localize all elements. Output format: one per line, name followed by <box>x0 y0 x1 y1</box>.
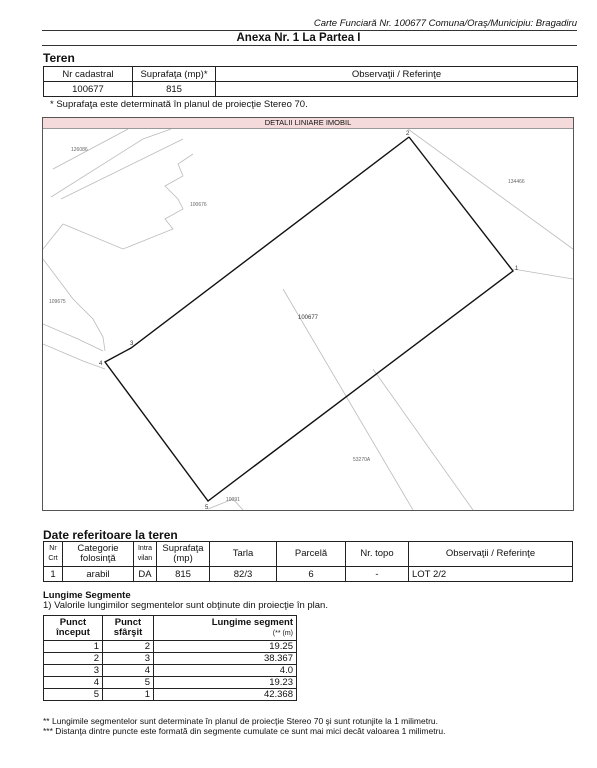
neighbor-label: 109675 <box>49 299 66 305</box>
cell-length: 4.0 <box>154 665 297 677</box>
neighbor-line <box>373 369 473 510</box>
teren-table <box>43 66 578 97</box>
neighbor-label: 10091 <box>226 497 240 503</box>
cell-length: 42.368 <box>154 689 297 701</box>
cell-start: 3 <box>44 665 103 677</box>
point-label: 4 <box>99 361 103 367</box>
teren-title: Teren <box>43 51 75 65</box>
cell-observatii: LOT 2/2 <box>409 567 573 582</box>
map-panel <box>42 117 574 511</box>
annex-title: Anexa Nr. 1 La Partea I <box>236 32 361 44</box>
cell-start: 2 <box>44 653 103 665</box>
annex-divider <box>42 45 577 46</box>
cell-intravilan: DA <box>134 567 157 582</box>
cell-start: 5 <box>44 689 103 701</box>
col-nr-crt: Nr Crt <box>44 542 63 567</box>
cell-length: 38.367 <box>154 653 297 665</box>
col-suprafata: Suprafaţa (mp)* <box>133 67 216 82</box>
neighbor-line <box>53 129 128 169</box>
lungime-table <box>43 615 297 701</box>
document-header: Carte Funciară Nr. 100677 Comuna/Oraş/Municipiu: Bragadiru <box>313 18 577 29</box>
cell-observatii <box>216 82 578 97</box>
cell-end: 4 <box>103 665 154 677</box>
table-row <box>44 82 578 97</box>
col-tarla: Tarla <box>210 542 277 567</box>
cell-start: 4 <box>44 677 103 689</box>
table-row <box>44 665 297 677</box>
neighbor-line <box>408 129 573 249</box>
footnote-2: *** Distanţa dintre puncte este formată din segmente cumulate ce sunt mai mici decât valoarea 1 milimetru. <box>43 726 446 736</box>
cell-tarla: 82/3 <box>210 567 277 582</box>
col-nr-topo: Nr. topo <box>346 542 409 567</box>
header-divider <box>42 30 577 31</box>
neighbor-line <box>513 269 573 279</box>
neighbor-label: 134466 <box>508 179 525 185</box>
table-row <box>44 677 297 689</box>
neighbor-line <box>51 129 171 197</box>
cell-categorie: arabil <box>63 567 134 582</box>
cell-parcela: 6 <box>277 567 346 582</box>
cell-nr-crt: 1 <box>44 567 63 582</box>
col-punct-inceput: Punct început <box>44 616 103 641</box>
col-suprafata: Suprafaţa (mp) <box>157 542 210 567</box>
neighbor-line <box>63 154 193 249</box>
col-lungime <box>154 616 297 641</box>
table-row <box>44 641 297 653</box>
point-label: 5 <box>205 505 209 510</box>
col-parcela: Parcelă <box>277 542 346 567</box>
date-teren-title: Date referitoare la teren <box>43 528 178 542</box>
cell-nr-cadastral: 100677 <box>44 82 133 97</box>
cell-end: 1 <box>103 689 154 701</box>
teren-note: * Suprafaţa este determinată în planul de proiecţie Stereo 70. <box>50 99 308 110</box>
neighbor-label: 100676 <box>190 202 207 208</box>
col-lungime-unit: (** (m) <box>272 629 293 637</box>
cell-start: 1 <box>44 641 103 653</box>
table-row <box>44 567 573 582</box>
footnote-1: ** Lungimile segmentelor sunt determinate în planul de proiecţie Stereo 70 şi sunt rotunjite la 1 milimetru. <box>43 716 438 726</box>
table-row <box>44 653 297 665</box>
date-teren-table <box>43 541 573 582</box>
cell-length: 19.23 <box>154 677 297 689</box>
col-lungime-label: Lungime segment <box>211 616 293 628</box>
neighbor-line <box>283 289 413 510</box>
parcel-label: 100677 <box>298 315 319 321</box>
parcel-map <box>43 129 573 510</box>
cell-nr-topo: - <box>346 567 409 582</box>
cell-end: 2 <box>103 641 154 653</box>
cell-suprafata: 815 <box>133 82 216 97</box>
map-title: DETALII LINIARE IMOBIL <box>43 118 573 129</box>
point-label: 2 <box>406 131 410 137</box>
cell-length: 19.25 <box>154 641 297 653</box>
neighbor-line <box>43 224 63 249</box>
col-categorie: Categorie folosinţă <box>63 542 134 567</box>
point-label: 3 <box>130 341 134 347</box>
lungime-subtitle: 1) Valorile lungimilor segmentelor sunt obţinute din proiecţie în plan. <box>43 600 328 611</box>
table-row <box>44 689 297 701</box>
col-nr-cadastral: Nr cadastral <box>44 67 133 82</box>
col-observatii: Observaţii / Referinţe <box>216 67 578 82</box>
cell-end: 3 <box>103 653 154 665</box>
lungime-title: Lungime Segmente <box>43 590 131 601</box>
point-label: 1 <box>515 266 519 272</box>
col-observatii: Observaţii / Referinţe <box>409 542 573 567</box>
cell-end: 5 <box>103 677 154 689</box>
neighbor-label: 53270A <box>353 457 371 463</box>
col-intravilan: Intra vilan <box>134 542 157 567</box>
neighbor-label: 126086 <box>71 147 88 153</box>
cell-suprafata: 815 <box>157 567 210 582</box>
col-punct-sfarsit: Punct sfârşit <box>103 616 154 641</box>
neighbor-line <box>43 324 103 351</box>
